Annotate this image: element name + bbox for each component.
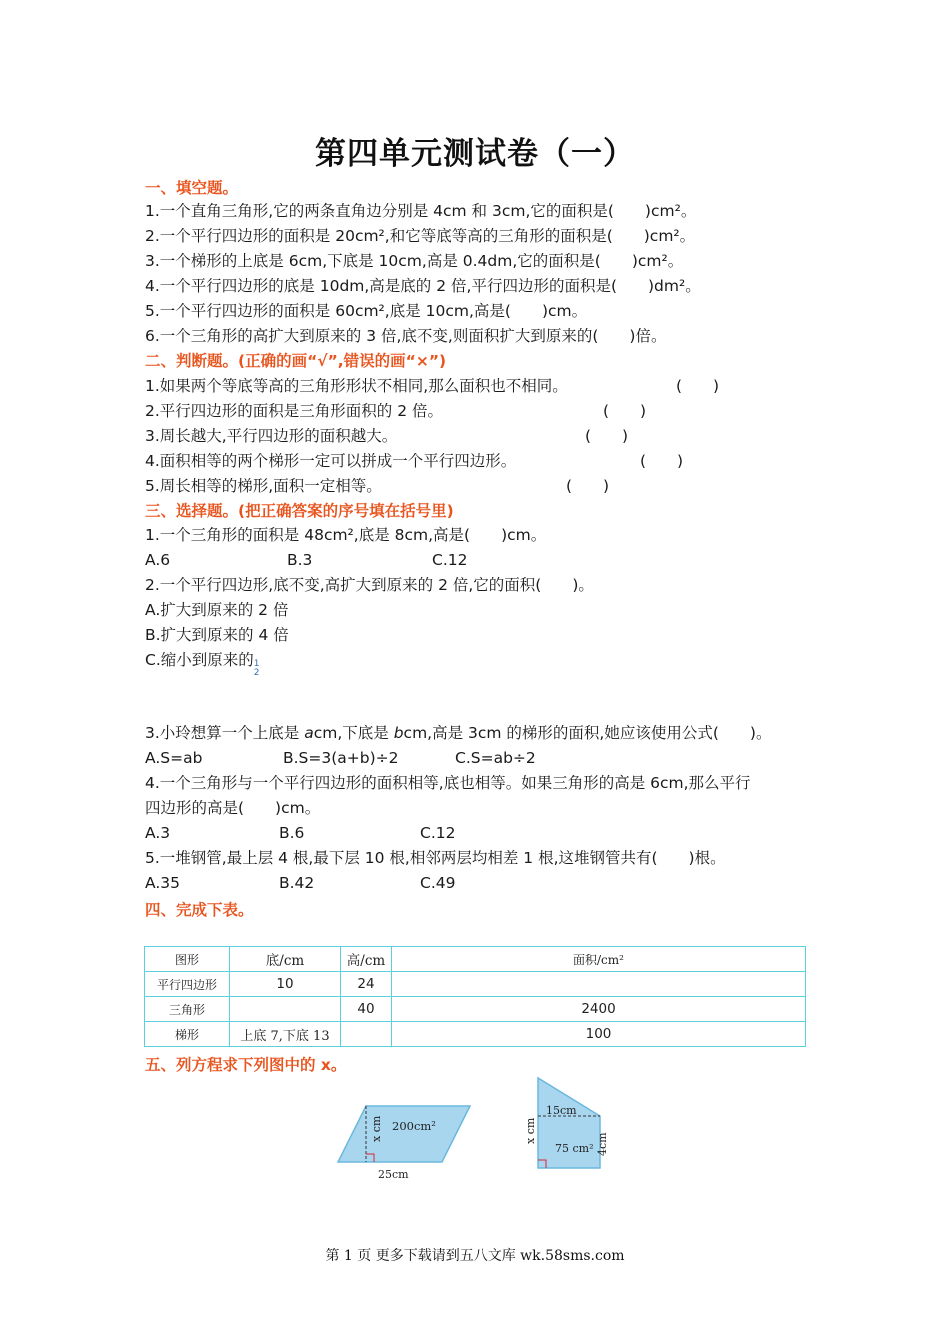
- choice-q3-text-c: cm,高是 3cm 的梯形的面积,她应该使用公式( )。: [403, 724, 772, 742]
- fill-q3: 3.一个梯形的上底是 6cm,下底是 10cm,高是 0.4dm,它的面积是( )cm²。: [145, 252, 684, 270]
- table-header-row: [145, 947, 806, 972]
- choice-q4-line2: 四边形的高是( )cm。: [145, 799, 321, 817]
- table-cell-area[interactable]: [392, 972, 806, 997]
- choice-q5-option-c: C.49: [420, 874, 456, 892]
- judge-q1: 1.如果两个等底等高的三角形形状不相同,那么面积也不相同。: [145, 377, 568, 395]
- choice-q1-option-c: C.12: [432, 551, 468, 569]
- fraction-denominator: 2: [253, 668, 260, 678]
- judge-q2: 2.平行四边形的面积是三角形面积的 2 倍。: [145, 402, 444, 420]
- trapezoid-right-label: 4cm: [596, 1132, 609, 1156]
- judge-q5: 5.周长相等的梯形,面积一定相等。: [145, 477, 382, 495]
- choice-q1-option-a: A.6: [145, 551, 171, 569]
- choice-q4-line1: 4.一个三角形与一个平行四边形的面积相等,底也相等。如果三角形的高是 6cm,那么平行: [145, 774, 751, 792]
- table-cell-area: 100: [392, 1022, 806, 1047]
- section-judge-heading: 二、判断题。(正确的画“√”,错误的画“×”): [145, 352, 447, 370]
- judge-q3: 3.周长越大,平行四边形的面积越大。: [145, 427, 398, 445]
- trapezoid-figure: [518, 1072, 628, 1178]
- table-cell-shape: 三角形: [145, 997, 230, 1022]
- section-equation-heading-text: 五、列方程求下列图中的 x。: [145, 1056, 347, 1074]
- table-row: [145, 972, 806, 997]
- table-header-height: 高/cm: [341, 947, 392, 972]
- shapes-table: [144, 946, 806, 1047]
- choice-q2-option-c: [145, 649, 260, 678]
- table-header-shape: 图形: [145, 947, 230, 972]
- choice-q2: 2.一个平行四边形,底不变,高扩大到原来的 2 倍,它的面积( )。: [145, 576, 594, 594]
- fraction-numerator: 1: [253, 659, 260, 669]
- judge-q2-answer[interactable]: ( ): [603, 402, 647, 420]
- table-cell-shape: 梯形: [145, 1022, 230, 1047]
- fill-q1: 1.一个直角三角形,它的两条直角边分别是 4cm 和 3cm,它的面积是( )cm²。: [145, 202, 697, 220]
- section-choice-heading: 三、选择题。(把正确答案的序号填在括号里): [145, 502, 454, 520]
- section-fill-heading: 一、填空题。: [145, 179, 239, 197]
- table-cell-base: 10: [230, 972, 341, 997]
- choice-q3-var-b: b: [393, 724, 404, 742]
- choice-q1-option-b: B.3: [287, 551, 313, 569]
- choice-q3-option-c: C.S=ab÷2: [455, 749, 536, 767]
- judge-q4-answer[interactable]: ( ): [640, 452, 684, 470]
- choice-q3-text-b: cm,下底是: [313, 724, 394, 742]
- choice-q3-var-a: a: [304, 724, 314, 742]
- trapezoid-side-label: x cm: [524, 1117, 537, 1144]
- section-table-heading: 四、完成下表。: [145, 901, 254, 919]
- choice-q3-option-a: A.S=ab: [145, 749, 203, 767]
- trapezoid-area-label: 75 cm²: [555, 1142, 594, 1155]
- choice-q2-option-a: A.扩大到原来的 2 倍: [145, 601, 289, 619]
- choice-q4-option-c: C.12: [420, 824, 456, 842]
- choice-q3-option-b: B.S=3(a+b)÷2: [283, 749, 399, 767]
- table-cell-height[interactable]: [341, 1022, 392, 1047]
- fill-q4: 4.一个平行四边形的底是 10dm,高是底的 2 倍,平行四边形的面积是( )dm²。: [145, 277, 701, 295]
- parallelogram-area-label: 200cm²: [392, 1119, 436, 1133]
- choice-q5: 5.一堆钢管,最上层 4 根,最下层 10 根,相邻两层均相差 1 根,这堆钢管共有( )根。: [145, 849, 726, 867]
- judge-q1-answer[interactable]: ( ): [676, 377, 720, 395]
- choice-q2-option-b: B.扩大到原来的 4 倍: [145, 626, 289, 644]
- page-title: 第四单元测试卷（一）: [315, 136, 635, 172]
- choice-q4-option-b: B.6: [279, 824, 305, 842]
- fill-q2: 2.一个平行四边形的面积是 20cm²,和它等底等高的三角形的面积是( )cm²。: [145, 227, 696, 245]
- table-cell-height: 24: [341, 972, 392, 997]
- parallelogram-shape: [338, 1106, 470, 1162]
- parallelogram-figure: [330, 1098, 480, 1188]
- table-row: [145, 997, 806, 1022]
- choice-q5-option-a: A.35: [145, 874, 180, 892]
- judge-q5-answer[interactable]: ( ): [566, 477, 610, 495]
- table-header-area: 面积/cm²: [392, 947, 806, 972]
- table-row: [145, 1022, 806, 1047]
- fraction-one-half: [254, 660, 260, 678]
- fill-q5: 5.一个平行四边形的面积是 60cm²,底是 10cm,高是( )cm。: [145, 302, 588, 320]
- table-cell-base: 上底 7,下底 13: [230, 1022, 341, 1047]
- parallelogram-base-label: 25cm: [378, 1168, 409, 1181]
- choice-q3-text-a: 3.小玲想算一个上底是: [145, 724, 305, 742]
- trapezoid-top-label: 15cm: [546, 1104, 577, 1117]
- choice-q1: 1.一个三角形的面积是 48cm²,底是 8cm,高是( )cm。: [145, 526, 547, 544]
- judge-q4: 4.面积相等的两个梯形一定可以拼成一个平行四边形。: [145, 452, 517, 470]
- page-footer: 第 1 页 更多下载请到五八文库 wk.58sms.com: [325, 1248, 625, 1264]
- table-cell-base[interactable]: [230, 997, 341, 1022]
- judge-q3-answer[interactable]: ( ): [585, 427, 629, 445]
- choice-q4-option-a: A.3: [145, 824, 171, 842]
- choice-q2-option-c-text: C.缩小到原来的: [145, 651, 254, 669]
- table-cell-height: 40: [341, 997, 392, 1022]
- choice-q5-option-b: B.42: [279, 874, 315, 892]
- table-header-base: 底/cm: [230, 947, 341, 972]
- fill-q6: 6.一个三角形的高扩大到原来的 3 倍,底不变,则面积扩大到原来的( )倍。: [145, 327, 667, 345]
- table-cell-area: 2400: [392, 997, 806, 1022]
- table-cell-shape: 平行四边形: [145, 972, 230, 997]
- section-equation-heading: [145, 1054, 346, 1076]
- parallelogram-height-label: x cm: [370, 1115, 383, 1142]
- choice-q3: [145, 722, 771, 744]
